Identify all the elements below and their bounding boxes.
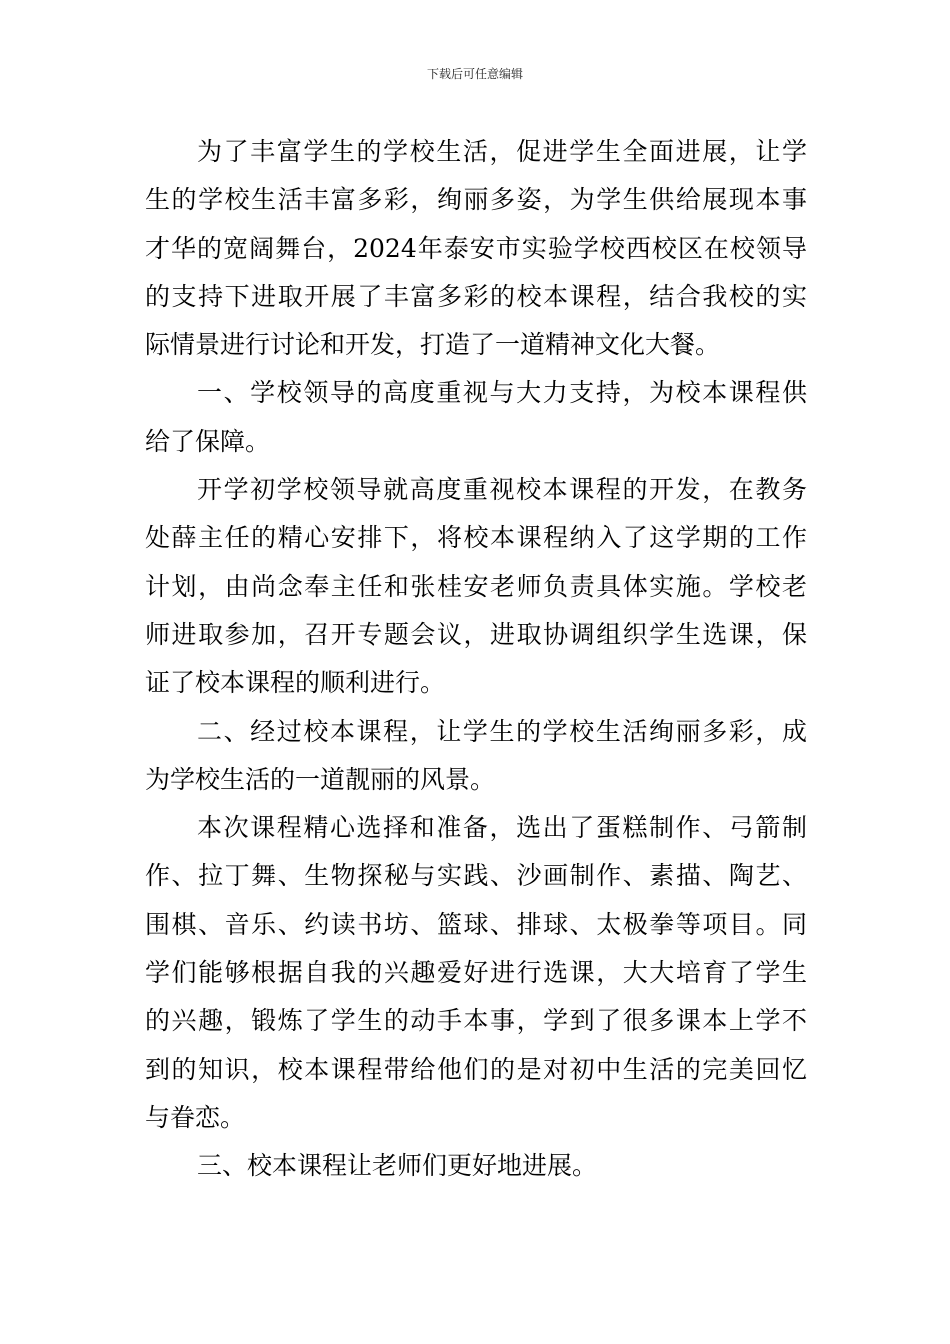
text-line: 的支持下进取开展了丰富多彩的校本课程，结合我校的实 [145, 281, 807, 311]
text-line: 为了丰富学生的学校生活，促进学生全面进展，让学 [197, 137, 807, 166]
body-text [145, 128, 807, 1191]
text-line: 开学初学校领导就高度重视校本课程的开发，在教务 [197, 475, 807, 505]
text-line: 二、经过校本课程，让学生的学校生活绚丽多彩，成 [197, 716, 807, 746]
text-line: 才华的宽阔舞台，2024年泰安市实验学校西校区在校领导 [145, 233, 807, 263]
text-line: 生的学校生活丰富多彩，绚丽多姿，为学生供给展现本事 [145, 185, 807, 215]
text-line: 围棋、音乐、约读书坊、篮球、排球、太极拳等项目。同 [145, 909, 807, 939]
page-header: 下载后可任意编辑 [426, 67, 523, 81]
text-line: 的兴趣，锻炼了学生的动手本事，学到了很多课本上学不 [145, 1006, 807, 1036]
text-line: 处薛主任的精心安排下，将校本课程纳入了这学期的工作 [145, 523, 807, 553]
text-line: 本次课程精心选择和准备，选出了蛋糕制作、弓箭制 [197, 813, 807, 843]
text-line: 三、校本课程让老师们更好地进展。 [197, 1151, 598, 1181]
text-line: 际情景进行讨论和开发，打造了一道精神文化大餐。 [145, 330, 721, 360]
text-line: 一、学校领导的高度重视与大力支持，为校本课程供 [197, 378, 807, 408]
text-line: 师进取参加，召开专题会议，进取协调组织学生选课，保 [145, 619, 807, 649]
text-line: 作、拉丁舞、生物探秘与实践、沙画制作、素描、陶艺、 [145, 861, 807, 891]
text-line: 证了校本课程的顺利进行。 [145, 668, 446, 698]
text-line: 计划，由尚念奉主任和张桂安老师负责具体实施。学校老 [145, 571, 807, 601]
text-line: 给了保障。 [145, 426, 271, 456]
text-line: 为学校生活的一道靓丽的风景。 [145, 764, 496, 794]
text-line: 到的知识，校本课程带给他们的是对初中生活的完美回忆 [145, 1054, 807, 1084]
text-line: 与眷恋。 [145, 1102, 246, 1132]
text-line: 学们能够根据自我的兴趣爱好进行选课，大大培育了学生 [145, 958, 807, 988]
